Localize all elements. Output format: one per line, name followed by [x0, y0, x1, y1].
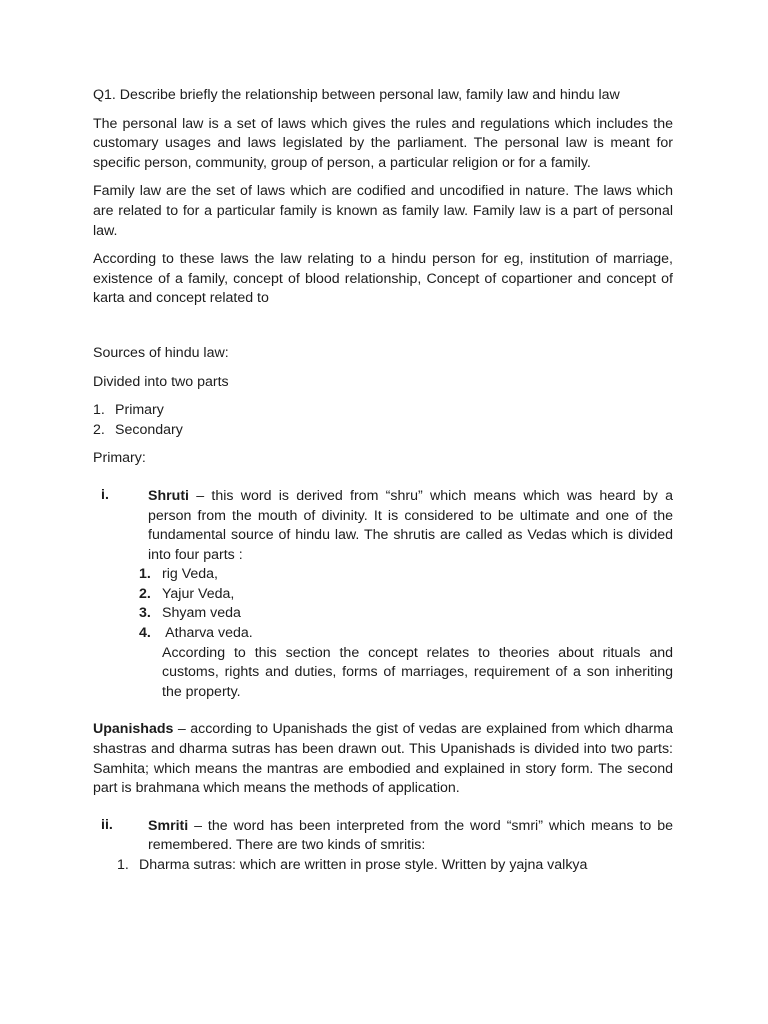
- list-number: 2.: [139, 585, 151, 602]
- list-label: Yajur Veda,: [162, 585, 235, 602]
- primary-heading: Primary:: [93, 450, 146, 467]
- divided-text: Divided into two parts: [93, 373, 229, 390]
- list-item: [93, 565, 673, 585]
- roman-number: ii.: [101, 816, 113, 833]
- list-item: [93, 401, 673, 421]
- shruti-section: [93, 487, 673, 565]
- upanishads-paragraph: [93, 720, 673, 798]
- list-label: Secondary: [115, 421, 183, 438]
- list-number: 1.: [93, 402, 105, 419]
- list-number: 1.: [117, 857, 129, 873]
- paragraph-hindu-law: According to these laws the law relating to a hindu person for eg, institution of marriage, existence of a family, concept of blood relationship, Concept of copartioner and concept of karta and concept related to: [93, 251, 673, 307]
- list-item: [93, 585, 673, 605]
- list-label: rig Veda,: [162, 566, 219, 583]
- smriti-text: – the word has been interpreted from the word “smri” which means to be remembered. There are two kinds of smritis:: [148, 817, 673, 854]
- roman-number: i.: [101, 486, 109, 503]
- list-item: [93, 624, 673, 644]
- smriti-section: [93, 817, 673, 856]
- paragraph-personal-law: The personal law is a set of laws which gives the rules and regulations which includes the customary usages and laws legislated by the parliament. The personal law is meant for specific person, community, group of person, a particular religion or for a family.: [93, 115, 673, 171]
- list-item: [93, 604, 673, 624]
- list-number: 1.: [139, 566, 151, 583]
- parts-list: [93, 401, 673, 440]
- shruti-text: – this word is derived from “shru” which means which was heard by a person from the mouth of divinity. It is considered to be ultimate and one of the fundamental source of hindu law. The shrutis are called as Vedas which is divided into four parts :: [148, 487, 673, 563]
- list-item: [93, 856, 673, 876]
- shruti-term: Shruti: [148, 487, 189, 504]
- question-heading: Q1. Describe briefly the relationship between personal law, family law and hindu law: [93, 87, 620, 103]
- smriti-term: Smriti: [148, 817, 189, 834]
- sources-heading: Sources of hindu law:: [93, 344, 229, 361]
- list-item: [93, 421, 673, 441]
- vedas-list: [93, 565, 673, 643]
- list-number: 4.: [139, 625, 151, 642]
- list-label: Primary: [115, 402, 164, 419]
- list-number: 2.: [93, 421, 105, 438]
- upanishads-text: – according to Upanishads the gist of vedas are explained from which dharma shastras and dharma sutras has been drawn out. This Upanishads is divided into two parts: Samhita; which means the mantras are embodied and explained in story form. The second part is brahmana which means the methods of application.: [93, 721, 673, 797]
- list-number: 3.: [139, 605, 151, 622]
- list-label: Shyam veda: [162, 605, 241, 622]
- list-label: Atharva veda.: [162, 625, 253, 642]
- shruti-after-text: According to this section the concept relates to theories about rituals and customs, rights and duties, forms of marriages, requirement of a son inheriting the property.: [162, 644, 673, 700]
- paragraph-family-law: Family law are the set of laws which are codified and uncodified in nature. The laws which are related to for a particular family is known as family law. Family law is a part of personal law.: [93, 183, 673, 239]
- list-label: Dharma sutras: which are written in prose style. Written by yajna valkya: [139, 857, 588, 873]
- upanishads-term: Upanishads: [93, 721, 174, 738]
- document-page: [93, 86, 673, 876]
